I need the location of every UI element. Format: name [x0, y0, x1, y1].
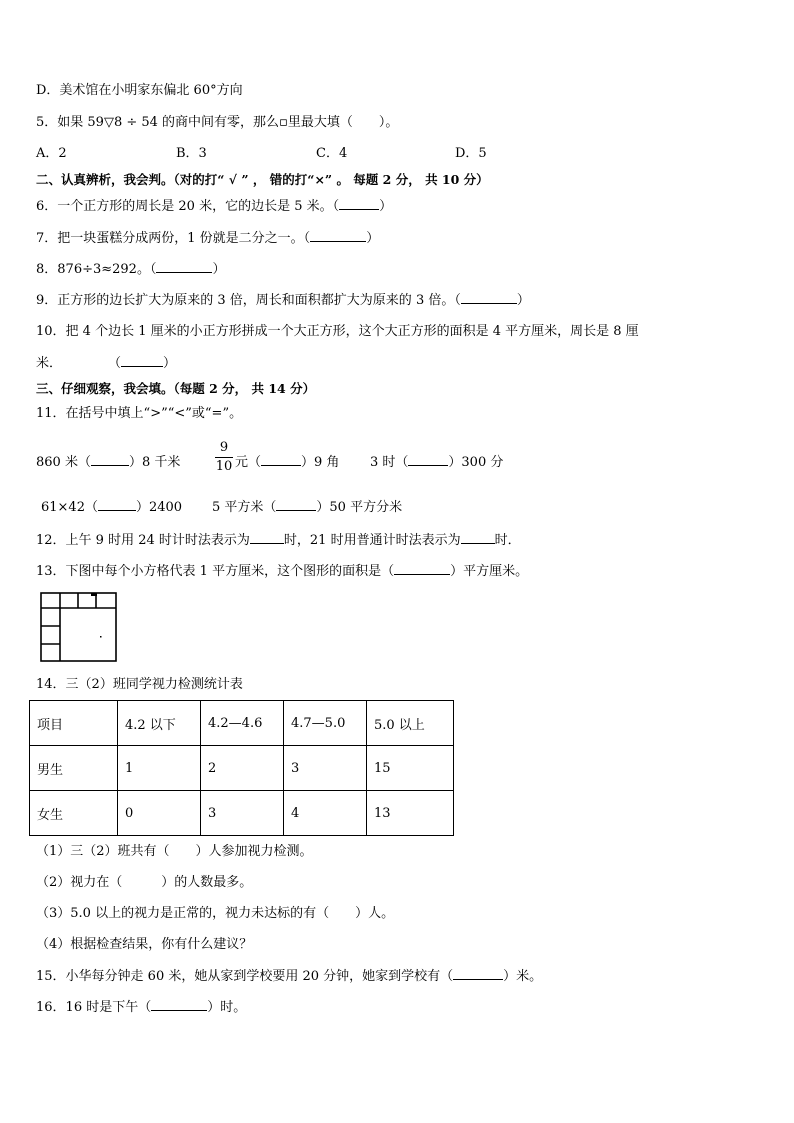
q7-text: 7．把一块蛋糕分成两份，1 份就是二分之一。（ [36, 231, 311, 246]
q12-part-b: 时，21 时用普通计时法表示为 [283, 533, 461, 548]
table-cell: 1 [118, 746, 201, 791]
close-paren: ） [366, 231, 380, 246]
table-row [30, 791, 454, 836]
q10-line1: 10．把 4 个边长 1 厘米的小正方形拼成一个大正方形，这个大正方形的面积是 4 平方厘米，周长是 8 厘 [36, 324, 639, 339]
q13-part-a: 13．下图中每个小方格代表 1 平方厘米，这个图形的面积是（ [36, 564, 395, 579]
q16-answer-blank[interactable] [151, 998, 207, 1011]
q6-text: 6．一个正方形的周长是 20 米，它的边长是 5 米。（ [36, 199, 340, 214]
table-header-cell: 5.0 以上 [367, 701, 454, 746]
table-cell: 3 [284, 746, 367, 791]
close-paren: ） [163, 356, 177, 371]
q8-text: 8．876÷3≈292。（ [36, 262, 157, 277]
q10-answer-blank[interactable] [121, 354, 163, 367]
fraction-numerator: 9 [219, 440, 229, 455]
q11-c-left: 3 时（ [370, 455, 409, 470]
q5-option-b: B．3 [176, 146, 207, 161]
q14-sub3: （3）5.0 以上的视力是正常的，视力未达标的有（ ）人。 [36, 906, 395, 921]
q11-b-blank[interactable] [261, 453, 301, 466]
q16-part-a: 16．16 时是下午（ [36, 1000, 152, 1015]
q16 [36, 998, 246, 1017]
q15-part-a: 15．小华每分钟走 60 米，她从家到学校要用 20 分钟，她家到学校有（ [36, 969, 454, 984]
table-cell: 13 [367, 791, 454, 836]
q11-a-right: ）8 千米 [128, 455, 181, 470]
q14-sub2: （2）视力在（ ）的人数最多。 [36, 875, 253, 890]
q5-option-c: C．4 [316, 146, 348, 161]
q5-option-a: A．2 [36, 146, 67, 161]
table-header-row [30, 701, 454, 746]
table-header-cell: 4.2 以下 [118, 701, 201, 746]
q14-sub4: （4）根据检查结果，你有什么建议？ [36, 937, 253, 952]
table-cell: 4 [284, 791, 367, 836]
q4-option-d: D．美术馆在小明家东偏北 60°方向 [36, 83, 243, 98]
table-cell: 女生 [30, 791, 118, 836]
q12-part-a: 12．上午 9 时用 24 时计时法表示为 [36, 533, 250, 548]
q15 [36, 967, 542, 986]
q13-answer-blank[interactable] [394, 562, 450, 575]
q9 [36, 291, 530, 310]
q8 [36, 260, 225, 279]
q14-sub1: （1）三（2）班共有（ ）人参加视力检测。 [36, 844, 313, 859]
q5-question: 5．如果 59▽8 ÷ 54 的商中间有零，那么▫里最大填（ ）。 [36, 115, 399, 130]
q11-d-blank[interactable] [98, 498, 136, 511]
fraction-nine-tenths [213, 440, 235, 475]
q15-answer-blank[interactable] [453, 967, 503, 980]
section3-heading: 三、仔细观察，我会填。（每题 2 分， 共 14 分） [36, 381, 316, 396]
q11-b-left: 元（ [235, 455, 262, 470]
q11-item-d [41, 498, 182, 517]
q12-part-c: 时． [494, 533, 521, 548]
q11-question: 11．在括号中填上“>”“<”或“=”。 [36, 406, 243, 421]
table-cell: 15 [367, 746, 454, 791]
table-header-cell: 项目 [30, 701, 118, 746]
q6-answer-blank[interactable] [339, 197, 379, 210]
q11-d-left: 61×42（ [41, 500, 98, 515]
q9-text: 9．正方形的边长扩大为原来的 3 倍，周长和面积都扩大为原来的 3 倍。（ [36, 293, 461, 308]
table-cell: 0 [118, 791, 201, 836]
section2-heading: 二、认真辨析，我会判。（对的打“ √ ” ， 错的打“×” 。 每题 2 分， 共 10 分） [36, 172, 489, 187]
q11-c-blank[interactable] [408, 453, 448, 466]
close-paren: ） [379, 199, 393, 214]
q13 [36, 562, 528, 581]
table-header-cell: 4.7—5.0 [284, 701, 367, 746]
table-cell: 2 [201, 746, 284, 791]
close-paren: ） [516, 293, 530, 308]
q5-option-d: D．5 [455, 146, 487, 161]
q13-part-b: ）平方厘米。 [450, 564, 529, 579]
area-grid-figure [40, 592, 120, 664]
q7 [36, 229, 379, 248]
q11-b-right: ）9 角 [301, 455, 340, 470]
q11-a-blank[interactable] [91, 453, 129, 466]
q15-part-b: ）米。 [503, 969, 543, 984]
q10-line2: 米． （ ） [36, 356, 177, 371]
table-cell: 3 [201, 791, 284, 836]
q11-item-e [212, 498, 402, 517]
q11-a-left: 860 米（ [36, 455, 91, 470]
q9-answer-blank[interactable] [461, 291, 517, 304]
fraction-denominator: 10 [215, 459, 233, 474]
q11-item-c [370, 453, 503, 472]
q6 [36, 197, 392, 216]
table-cell: 男生 [30, 746, 118, 791]
q16-part-b: ）时。 [207, 1000, 247, 1015]
q12 [36, 531, 521, 550]
q7-answer-blank[interactable] [310, 229, 366, 242]
q11-e-left: 5 平方米（ [212, 500, 277, 515]
q11-item-a [36, 453, 180, 472]
q10-text-end: 米． [36, 356, 63, 371]
q12-blank-1[interactable] [250, 531, 284, 544]
vision-stats-table [29, 700, 454, 836]
table-row [30, 746, 454, 791]
q11-e-right: ）50 平方分米 [316, 500, 403, 515]
q11-e-blank[interactable] [276, 498, 316, 511]
q12-blank-2[interactable] [461, 531, 495, 544]
q8-answer-blank[interactable] [156, 260, 212, 273]
q11-c-right: ）300 分 [448, 455, 504, 470]
close-paren: ） [212, 262, 226, 277]
table-header-cell: 4.2—4.6 [201, 701, 284, 746]
q11-d-right: ）2400 [135, 500, 183, 515]
q14-title: 14．三（2）班同学视力检测统计表 [36, 677, 243, 692]
q11-item-b [235, 453, 339, 472]
